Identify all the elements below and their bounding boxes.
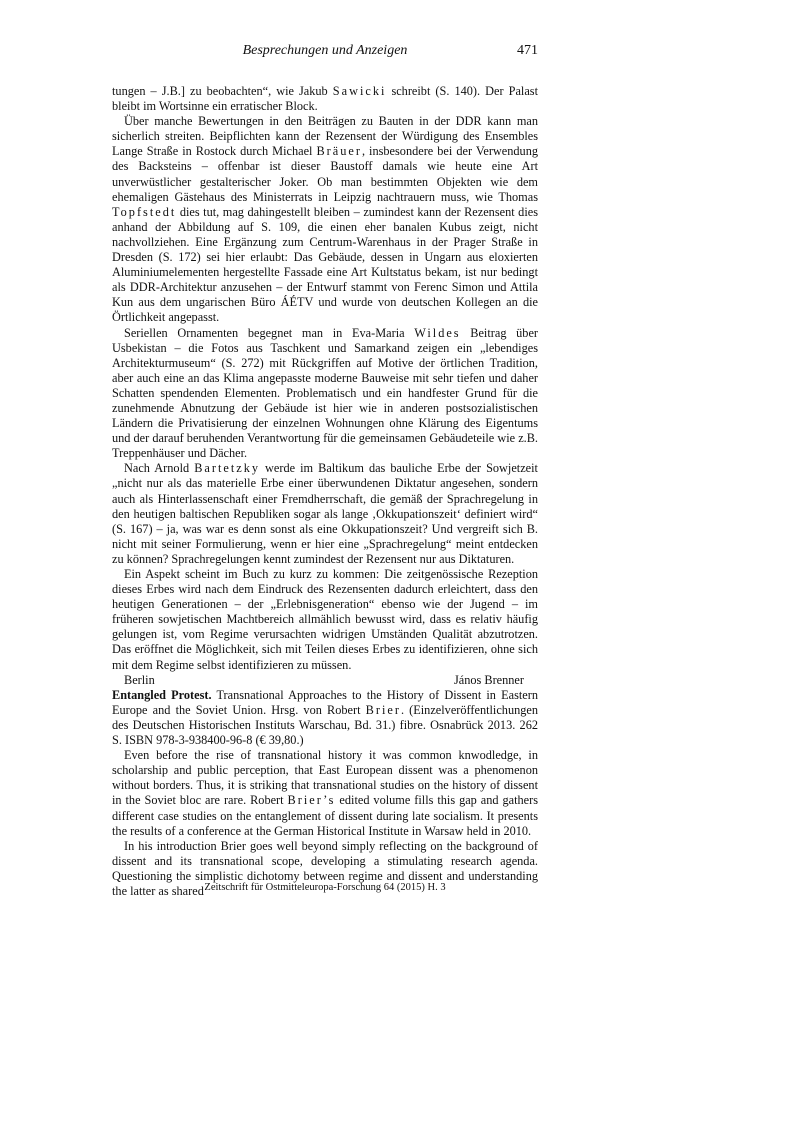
signature-place: Berlin (124, 672, 155, 687)
author-name: Bräuer (316, 144, 362, 159)
running-title: Besprechungen und Anzeigen (242, 43, 408, 58)
paragraph: Nach Arnold Bartetzky werde im Baltikum das bauliche Erbe der Sowjetzeit „nicht nur als das materielle Erbe einer überwundenen Diktatur angesehen, sondern auch als Hinterlassenschaft einer Fremdherrschaft, die gemäß der Sprachregelung in den heutigen baltischen Republiken sogar als lange ‚Okkupationszeit‘ definiert wird“ (S. 167) – ja, was war es denn sonst als eine Okkupationszeit? Und vergreift sich B. nicht mit seiner Formulierung, wenn er hier eine „Sprachregelung“ meint entdecken zu können? Sprachregelungen kennt zumindest der Rezensent nur aus Diktaturen. (112, 461, 538, 566)
paragraph: Even before the rise of transnational history it was common knwodledge, in scholarship and public perception, that East European dissent was a phenomenon without borders. Thus, it is striking that transnational studies on the history of dissent in the Soviet bloc are rare. Robert Brier’s edited volume fills this gap and gathers different case studies on the entanglement of dissent during late socialism. It presents the results of a conference at the German Historical Institute in Warsaw held in 2010. (112, 748, 538, 838)
signature-author: János Brenner (453, 672, 524, 687)
author-name: Bartetzky (194, 461, 260, 476)
editor-name: Brier (365, 702, 401, 717)
author-name: Sawicki (332, 84, 387, 98)
paragraph: Seriellen Ornamenten begegnet man in Eva-Maria Wildes Beitrag über Usbekistan – die Fotos aus Taschkent und Samarkand zeigen ein „lebendiges Architekturmuseum“ (S. 272) mit Rückgriffen auf Motive der örtlichen Tradition, aber auch eine an das Klima angepasste moderne Bauweise mit sehr tiefen und daher Schatten spendenden Elementen. Problematisch und ein handfester Grund für die zunehmende Abnutzung der Gebäude ist hier wie in anderen postsozialistischen Ländern die Privatisierung der einzelnen Wohnungen ohne Klärung des Eigentums und der darauf beruhenden Verantwortung für die gemeinsamen Gebäudeteile wie z.B. Treppenhäuser und Dächer. (112, 325, 538, 461)
paragraph: Ein Aspekt scheint im Buch zu kurz zu kommen: Die zeitgenössische Rezeption dieses Erbes wird nach dem Eindruck des Rezensenten dadurch erleichtert, dass den heutigen Generationen – der „Erlebnisgeneration“ ebenso wie der Jugend – im früheren sowjetischen Machtbereich allmählich bewusst wird, dass es relativ häufig gelungen ist, vom Regime verursachten widrigen Umständen Qualität abzutrotzen. Das eröffnet die Möglichkeit, sich mit Teilen dieses Erbes zu identifizieren, ohne sich mit dem Regime selbst identifizieren zu müssen. (112, 567, 538, 672)
review-signature (112, 673, 538, 688)
paragraph: tungen – J.B.] zu beobachten“, wie Jakub Sawicki schreibt (S. 140). Der Palast bleibt im Wortsinne ein erratischer Block. (112, 84, 538, 114)
body-text (112, 84, 538, 899)
paragraph: Über manche Bewertungen in den Beiträgen zu Bauten in der DDR kann man sicherlich streiten. Beipflichten kann der Rezensent der Würdigung des Ensembles Lange Straße in Rostock durch Michael Bräuer, insbesondere bei der Verwendung des Backsteins – offenbar ist dieser Baustoff damals wie heute eine Art unverwüstlicher gestalterischer Joker. Ob man bestimmten Objekten wie dem ehemaligen Gästehaus des Ministerrats in Leipzig nachtrauern muss, wie Thomas Topfstedt dies tut, mag dahingestellt bleiben – zumindest kann der Rezensent dies anhand der Abbildung auf S. 109, die einen eher banalen Kubus zeigt, nicht nachvollziehen. Eine Ergänzung zum Centrum-Warenhaus in der Prager Straße in Dresden (S. 172) sei hier erlaubt: Das Gebäude, dessen in Ungarn aus eloxierten Aluminiumelementen hergestellte Fassade eine Art Kultstatus bekam, ist nur bedingt als DDR-Architektur anzusehen – der Entwurf stammt von Ferenc Simon und Attila Kun aus dem ungarischen Büro ÁÉTV und wurde von deutschen Kollegen an die Örtlichkeit angepasst. (112, 114, 538, 325)
author-name: Brier’s (287, 793, 336, 808)
author-name: Topfstedt (112, 204, 177, 219)
page-number: 471 (517, 43, 538, 58)
running-head (112, 43, 538, 63)
journal-footer: Zeitschrift für Ostmitteleuropa-Forschung 64 (2015) H. 3 (204, 882, 446, 893)
paragraph: In his introduction Brier goes well beyond simply reflecting on the background of dissent and its transnational scope, developing a stimulating research agenda. Questioning the simplistic dichotomy between regime and dissent and understanding the latter as shared (112, 838, 538, 898)
book-title: Entangled Protest. (112, 687, 212, 702)
review-bibliography: Entangled Protest. Transnational Approaches to the History of Dissent in Eastern Europe and the Soviet Union. Hrsg. von Robert Brier. (Einzelveröffentlichungen des Deutschen Historischen Instituts Warschau, Bd. 31.) fibre. Osnabrück 2013. 262 S. ISBN 978-3-938400-96-8 (€ 39,80.) (112, 687, 538, 748)
author-name: Wildes (414, 325, 461, 340)
